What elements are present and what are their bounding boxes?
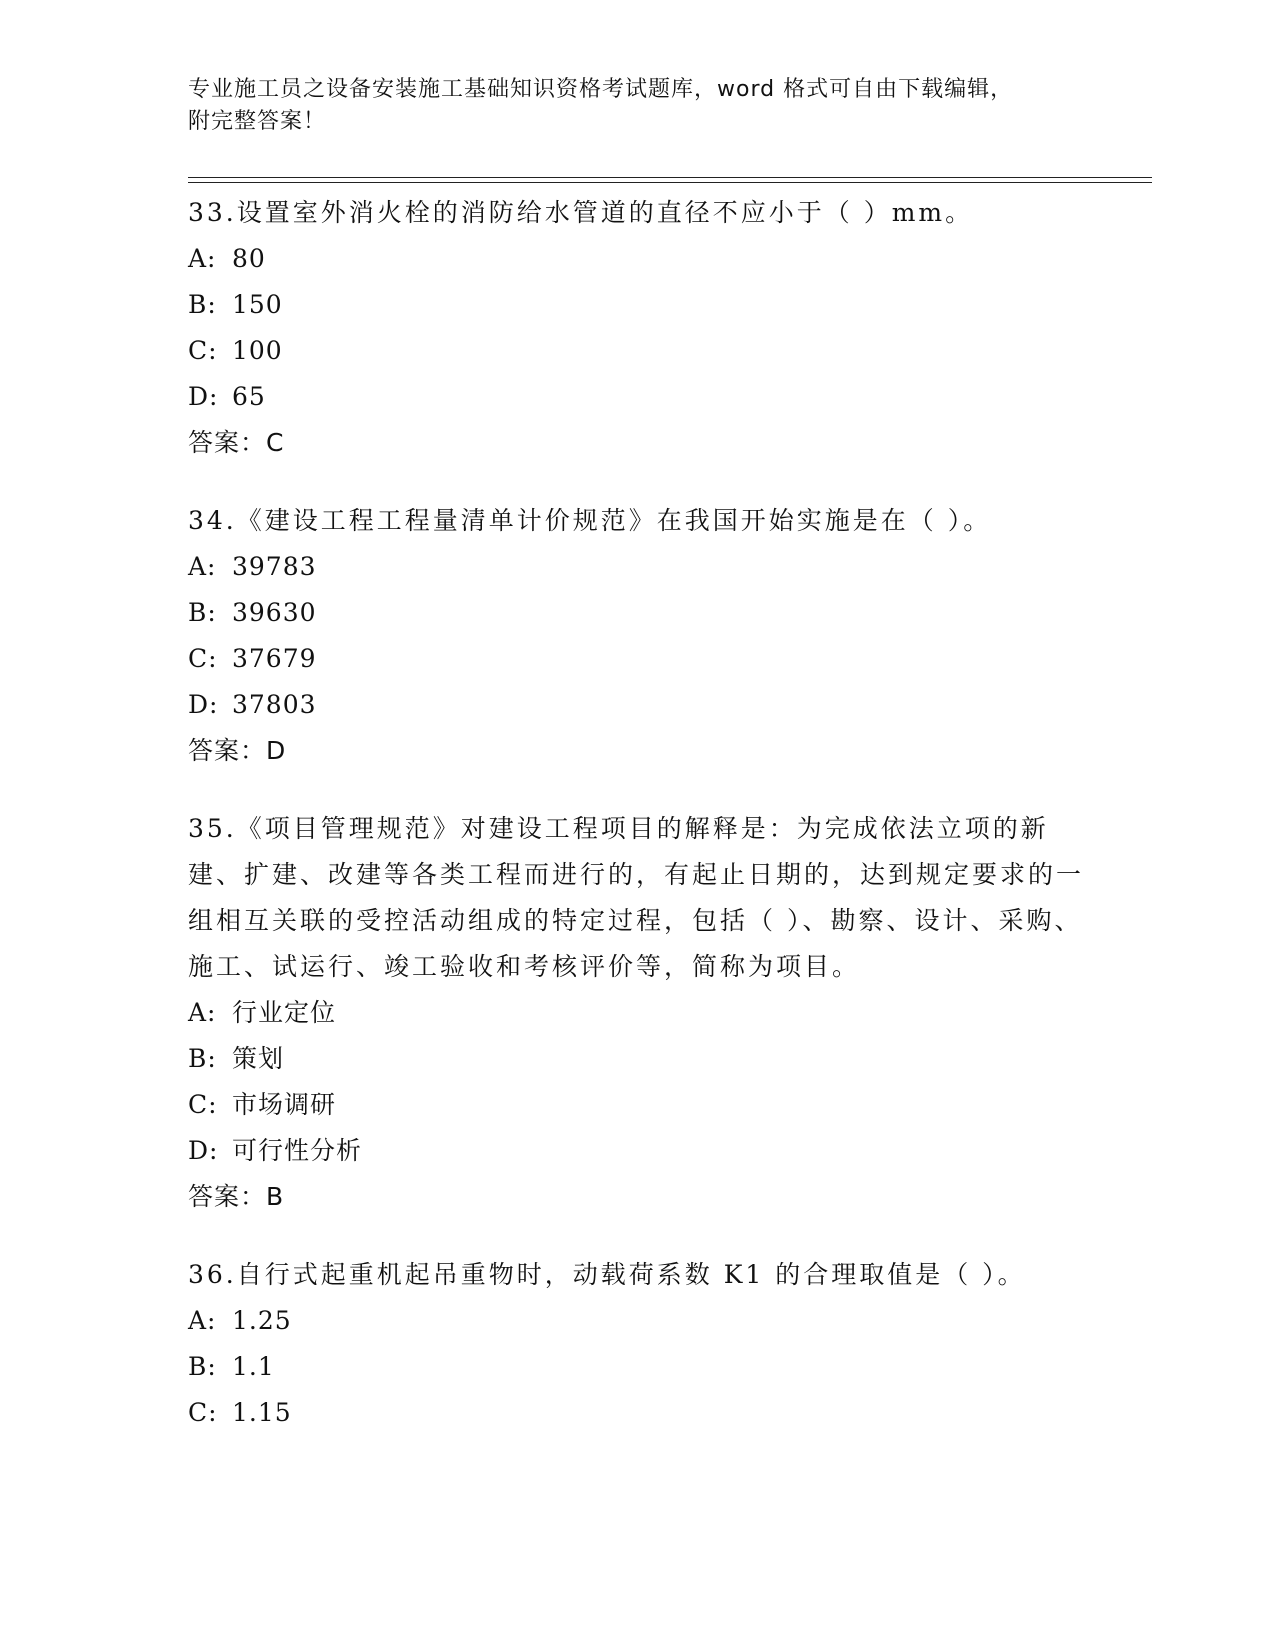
- question-33: [188, 190, 1088, 466]
- option-d: [188, 374, 1088, 420]
- option-text: 150: [232, 290, 283, 319]
- option-text: 37679: [232, 644, 317, 673]
- option-c: [188, 1082, 1088, 1128]
- answer-value: C: [266, 428, 285, 457]
- option-letter: B:: [188, 290, 217, 319]
- answer-line: [188, 420, 1088, 466]
- option-text: 65: [232, 382, 266, 411]
- question-36: [188, 1252, 1088, 1436]
- option-a: [188, 990, 1088, 1036]
- option-letter: C:: [188, 336, 218, 365]
- option-letter: A:: [188, 998, 217, 1027]
- option-b: [188, 1036, 1088, 1082]
- option-text: 可行性分析: [232, 1136, 363, 1165]
- option-text: 1.25: [232, 1306, 292, 1335]
- question-35: [188, 806, 1088, 1220]
- answer-line: [188, 728, 1088, 774]
- option-letter: A:: [188, 244, 217, 273]
- header-line-2: 附完整答案！: [188, 109, 327, 134]
- question-text: 33.设置室外消火栓的消防给水管道的直径不应小于（ ）mm。: [188, 198, 974, 227]
- option-letter: C:: [188, 644, 218, 673]
- option-letter: B:: [188, 1044, 217, 1073]
- option-a: [188, 544, 1088, 590]
- answer-label: 答案：: [188, 428, 267, 457]
- option-letter: D:: [188, 690, 219, 719]
- option-letter: D:: [188, 1136, 219, 1165]
- answer-label: 答案：: [188, 1182, 267, 1211]
- header-line-1: 专业施工员之设备安装施工基础知识资格考试题库，word 格式可自由下载编辑，: [188, 77, 1014, 102]
- option-letter: A:: [188, 1306, 217, 1335]
- answer-line: [188, 1174, 1088, 1220]
- option-b: [188, 1344, 1088, 1390]
- option-text: 策划: [232, 1044, 285, 1073]
- option-b: [188, 282, 1088, 328]
- option-text: 行业定位: [232, 998, 337, 1027]
- option-text: 1.15: [232, 1398, 292, 1427]
- option-letter: B:: [188, 598, 217, 627]
- option-text: 37803: [232, 690, 317, 719]
- option-a: [188, 236, 1088, 282]
- option-d: [188, 1128, 1088, 1174]
- option-letter: C:: [188, 1090, 218, 1119]
- option-b: [188, 590, 1088, 636]
- option-a: [188, 1298, 1088, 1344]
- header-divider-bottom: [188, 182, 1152, 183]
- option-letter: B:: [188, 1352, 217, 1381]
- option-c: [188, 1390, 1088, 1436]
- question-text: 36.自行式起重机起吊重物时，动载荷系数 K1 的合理取值是（ ）。: [188, 1260, 1026, 1289]
- question-text: 35.《项目管理规范》对建设工程项目的解释是：为完成依法立项的新建、扩建、改建等各类工程而进行的，有起止日期的，达到规定要求的一组相互关联的受控活动组成的特定过程，包括（ ）、勘察、设计、采购、施工、试运行、竣工验收和考核评价等，简称为项目。: [188, 814, 1085, 981]
- option-letter: C:: [188, 1398, 218, 1427]
- option-text: 80: [232, 244, 266, 273]
- document-header: [188, 74, 1088, 138]
- option-letter: A:: [188, 552, 217, 581]
- answer-value: D: [266, 736, 287, 765]
- header-divider-top: [188, 177, 1152, 178]
- option-d: [188, 682, 1088, 728]
- option-text: 市场调研: [232, 1090, 337, 1119]
- question-34: [188, 498, 1088, 774]
- option-letter: D:: [188, 382, 219, 411]
- option-c: [188, 636, 1088, 682]
- question-text: 34.《建设工程工程量清单计价规范》在我国开始实施是在（ ）。: [188, 506, 992, 535]
- option-text: 39630: [232, 598, 317, 627]
- answer-label: 答案：: [188, 736, 267, 765]
- answer-value: B: [266, 1182, 285, 1211]
- option-text: 1.1: [232, 1352, 275, 1381]
- question-list: [188, 190, 1088, 1468]
- option-c: [188, 328, 1088, 374]
- option-text: 100: [232, 336, 283, 365]
- option-text: 39783: [232, 552, 317, 581]
